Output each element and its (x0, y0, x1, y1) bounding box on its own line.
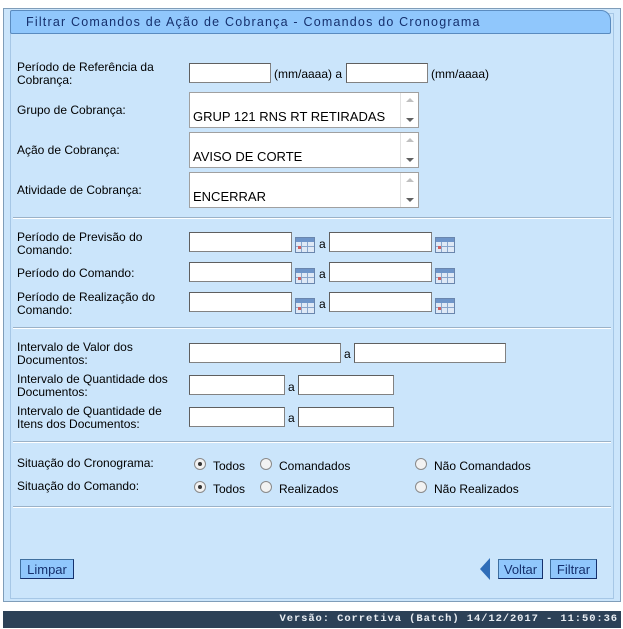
calendar-icon[interactable] (295, 268, 315, 284)
situacao-cronograma-nao-comandados-label: Não Comandados (434, 459, 531, 473)
periodo-comando-inicio-input[interactable] (189, 262, 292, 282)
situacao-cronograma-todos-radio[interactable] (194, 458, 206, 470)
situacao-comando-nao-realizados-radio[interactable] (415, 481, 427, 493)
calendar-icon[interactable] (435, 268, 455, 284)
intervalo-qtd-docs-sep: a (288, 380, 295, 394)
section-divider (13, 441, 611, 443)
periodo-previsao-label: Período de Previsão do Comando: (17, 230, 143, 257)
periodo-realizacao-fim-input[interactable] (329, 292, 432, 312)
intervalo-valor-fim-input[interactable] (354, 343, 506, 363)
acao-cobranca-value: AVISO DE CORTE (193, 149, 303, 164)
situacao-cronograma-comandados-label: Comandados (279, 459, 351, 473)
scroll-up-icon[interactable] (406, 178, 414, 182)
periodo-referencia-label: Período de Referência da Cobrança: (17, 60, 154, 87)
scroll-down-icon[interactable] (406, 118, 414, 122)
periodo-previsao-sep: a (319, 237, 326, 251)
periodo-referencia-hint-2: (mm/aaaa) (431, 67, 490, 81)
limpar-button[interactable]: Limpar (20, 559, 74, 579)
periodo-realizacao-inicio-input[interactable] (189, 292, 292, 312)
section-divider (13, 217, 611, 219)
periodo-realizacao-label: Período de Realização do Comando: (17, 290, 156, 317)
section-divider (13, 506, 611, 508)
intervalo-valor-inicio-input[interactable] (189, 343, 341, 363)
scroll-up-icon[interactable] (406, 98, 414, 102)
intervalo-qtd-docs-fim-input[interactable] (298, 375, 394, 395)
scroll-down-icon[interactable] (406, 158, 414, 162)
situacao-cronograma-label: Situação do Cronograma: (17, 456, 154, 470)
periodo-referencia-fim-input[interactable] (346, 63, 428, 83)
periodo-previsao-inicio-input[interactable] (189, 232, 292, 252)
acao-cobranca-label: Ação de Cobrança: (17, 143, 120, 157)
calendar-icon[interactable] (295, 237, 315, 253)
intervalo-qtd-itens-fim-input[interactable] (298, 407, 394, 427)
situacao-comando-todos-radio[interactable] (194, 481, 206, 493)
intervalo-qtd-itens-inicio-input[interactable] (189, 407, 285, 427)
scroll-up-icon[interactable] (406, 138, 414, 142)
section-divider (13, 327, 611, 329)
voltar-button[interactable]: Voltar (498, 559, 543, 579)
periodo-realizacao-sep: a (319, 297, 326, 311)
periodo-comando-sep: a (319, 267, 326, 281)
situacao-comando-nao-realizados-label: Não Realizados (434, 482, 519, 496)
grupo-cobranca-label: Grupo de Cobrança: (17, 103, 126, 117)
situacao-comando-label: Situação do Comando: (17, 479, 140, 493)
calendar-icon[interactable] (435, 237, 455, 253)
acao-cobranca-select[interactable] (189, 132, 419, 168)
filtrar-button[interactable]: Filtrar (550, 559, 597, 579)
grupo-cobranca-select[interactable] (189, 92, 419, 128)
intervalo-qtd-itens-label: Intervalo de Quantidade de Itens dos Documentos: (17, 404, 162, 431)
calendar-icon[interactable] (295, 298, 315, 314)
acao-cobranca-scrollbar[interactable] (400, 133, 418, 167)
atividade-cobranca-label: Atividade de Cobrança: (17, 183, 142, 197)
situacao-cronograma-nao-comandados-radio[interactable] (415, 458, 427, 470)
periodo-comando-label: Período do Comando: (17, 266, 135, 280)
atividade-cobranca-scrollbar[interactable] (400, 173, 418, 207)
back-arrow-icon[interactable] (480, 558, 490, 580)
intervalo-qtd-docs-inicio-input[interactable] (189, 375, 285, 395)
situacao-comando-todos-label: Todos (213, 482, 246, 496)
periodo-previsao-fim-input[interactable] (329, 232, 432, 252)
situacao-cronograma-todos-label: Todos (213, 459, 246, 473)
atividade-cobranca-value: ENCERRAR (193, 189, 266, 204)
intervalo-qtd-docs-label: Intervalo de Quantidade dos Documentos: (17, 372, 168, 399)
situacao-cronograma-comandados-radio[interactable] (260, 458, 272, 470)
periodo-referencia-inicio-input[interactable] (189, 63, 271, 83)
intervalo-qtd-itens-sep: a (288, 411, 295, 425)
intervalo-valor-sep: a (344, 347, 351, 361)
form-title: Filtrar Comandos de Ação de Cobrança - Comandos do Cronograma (10, 10, 611, 34)
version-footer: Versão: Corretiva (Batch) 14/12/2017 - 11:50:36 (3, 611, 621, 628)
atividade-cobranca-select[interactable] (189, 172, 419, 208)
situacao-comando-realizados-label: Realizados (279, 482, 339, 496)
periodo-referencia-hint-1: (mm/aaaa) a (274, 67, 343, 81)
grupo-cobranca-scrollbar[interactable] (400, 93, 418, 127)
periodo-comando-fim-input[interactable] (329, 262, 432, 282)
scroll-down-icon[interactable] (406, 198, 414, 202)
grupo-cobranca-value: GRUP 121 RNS RT RETIRADAS (193, 109, 386, 124)
calendar-icon[interactable] (435, 298, 455, 314)
intervalo-valor-label: Intervalo de Valor dos Documentos: (17, 340, 133, 367)
situacao-comando-realizados-radio[interactable] (260, 481, 272, 493)
